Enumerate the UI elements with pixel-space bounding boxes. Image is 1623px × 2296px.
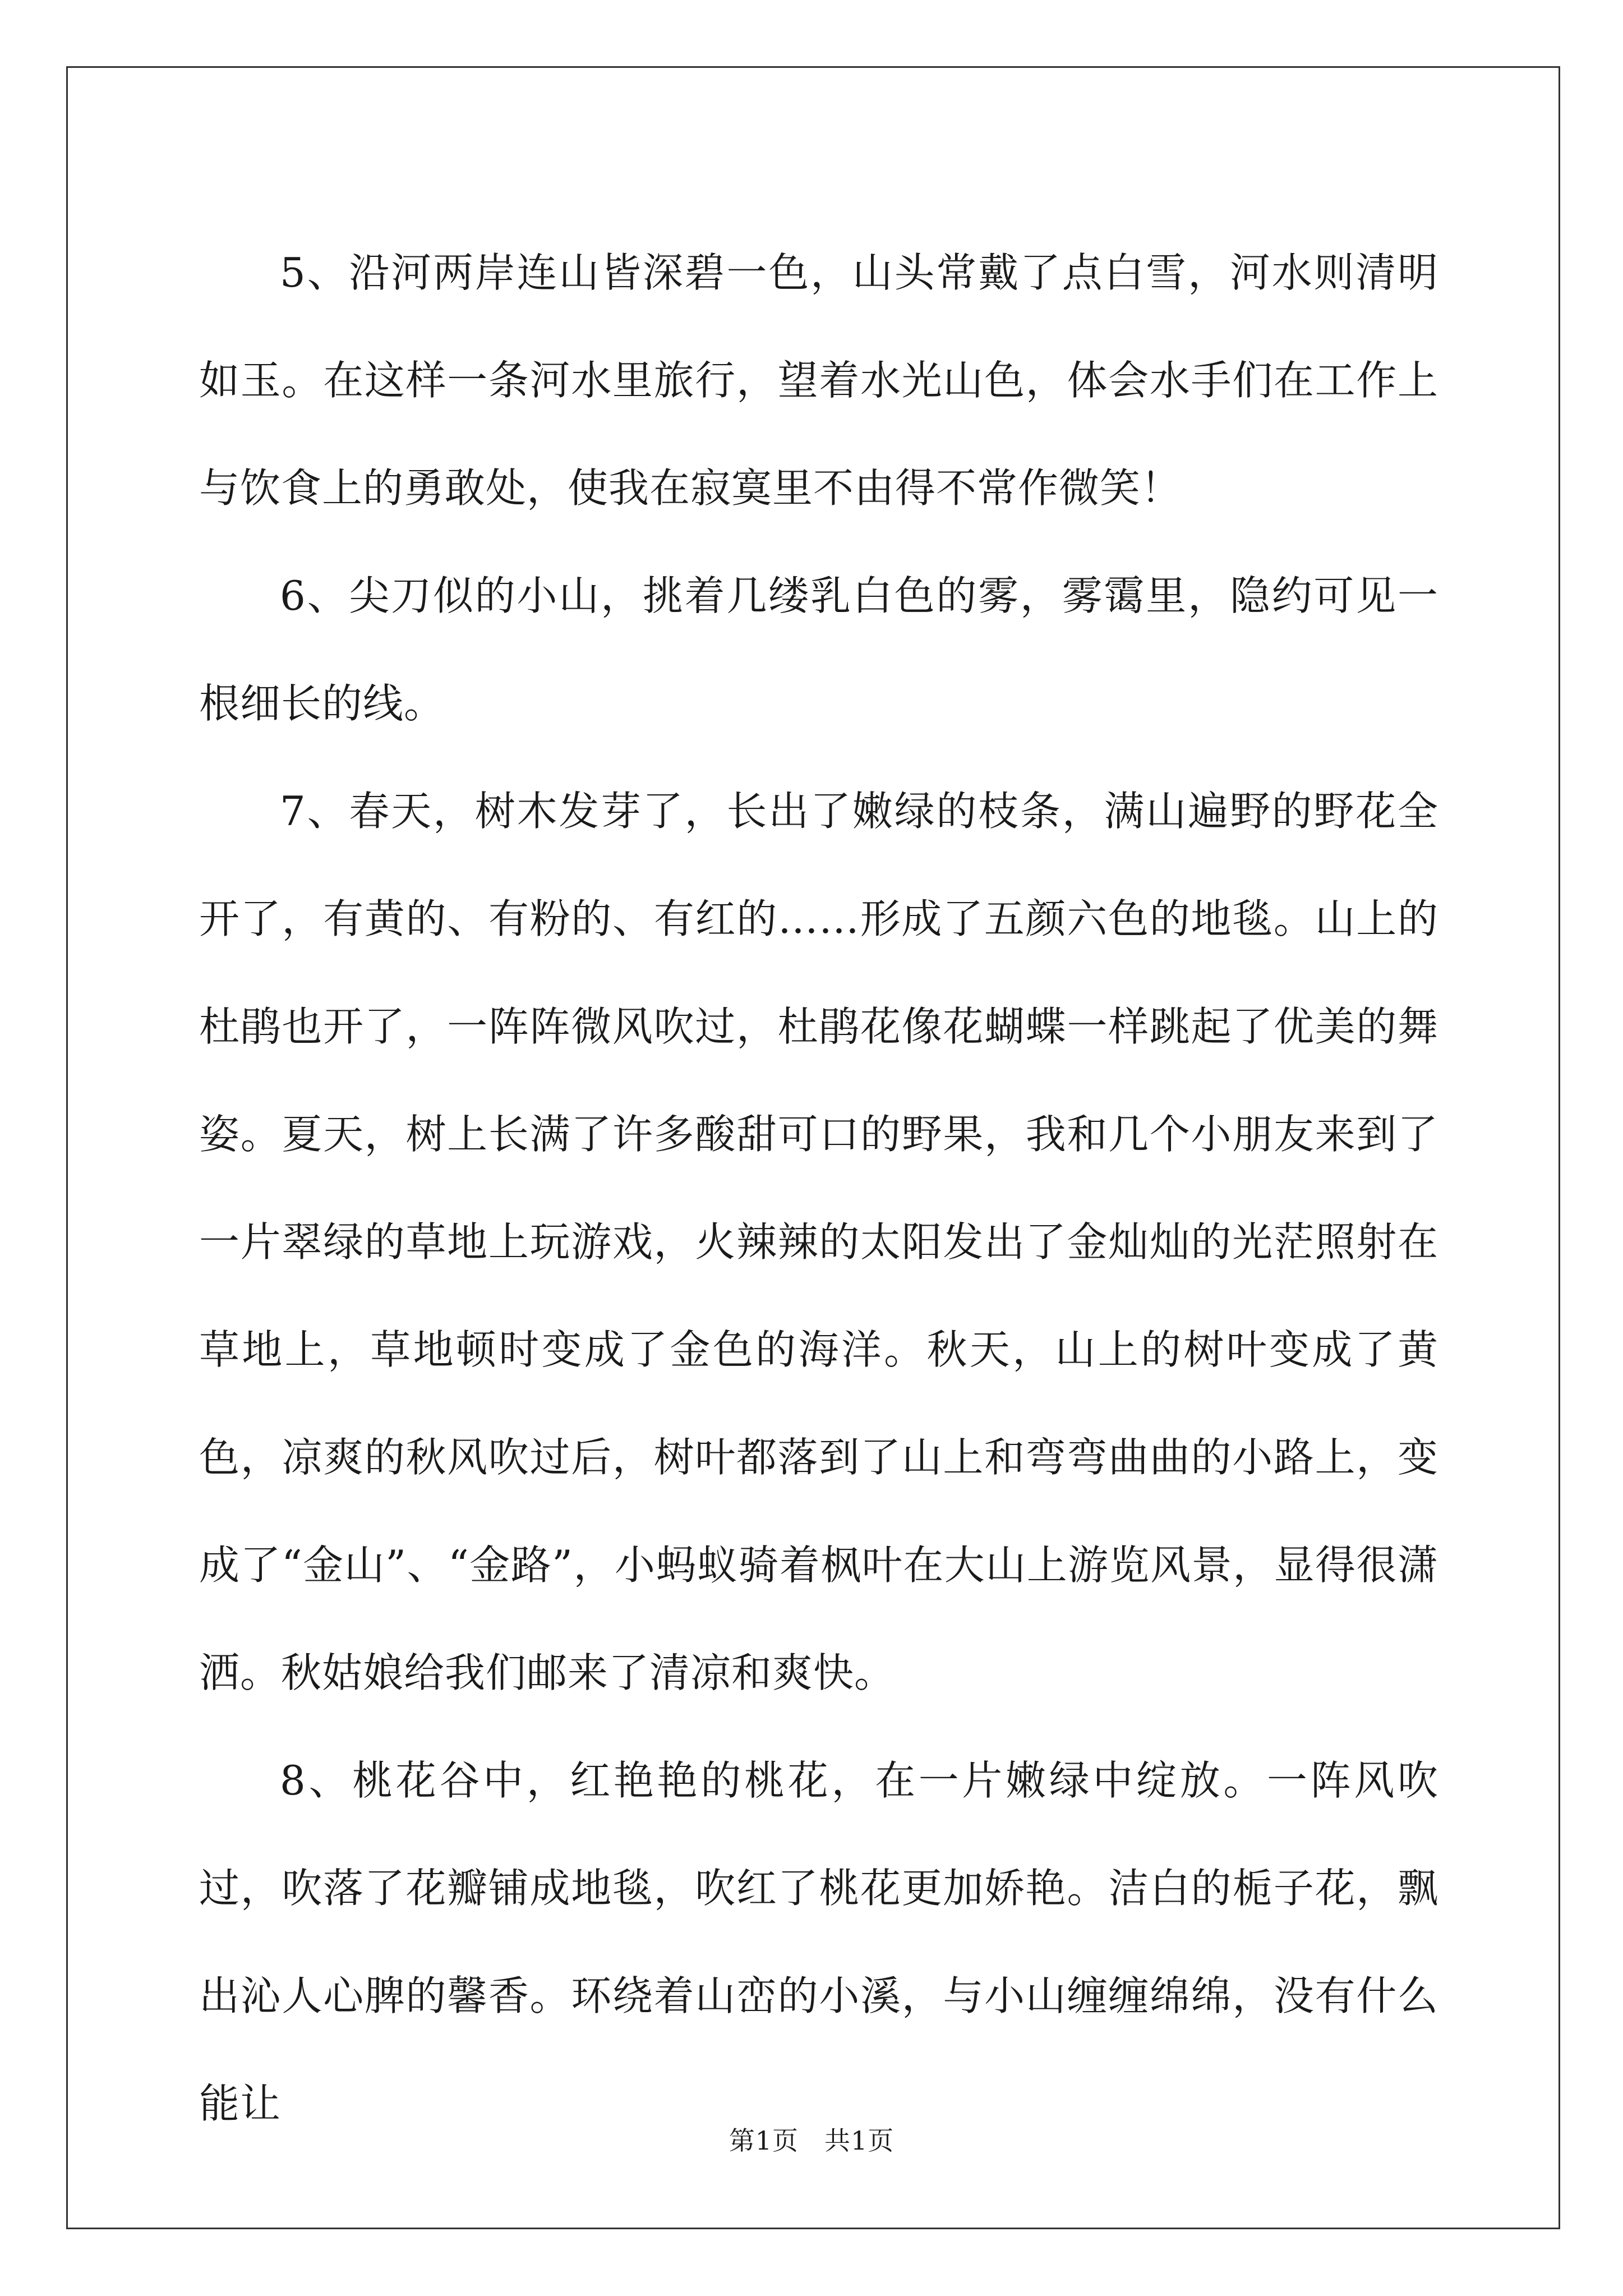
- paragraph-7: 7、春天，树木发芽了，长出了嫩绿的枝条，满山遍野的野花全开了，有黄的、有粉的、有红的……形成了五颜六色的地毯。山上的杜鹃也开了，一阵阵微风吹过，杜鹃花像花蝴蝶一样跳起了优美的舞姿。夏天，树上长满了许多酸甜可口的野果，我和几个小朋友来到了一片翠绿的草地上玩游戏，火辣辣的太阳发出了金灿灿的光茫照射在草地上，草地顿时变成了金色的海洋。秋天，山上的树叶变成了黄色，凉爽的秋风吹过后，树叶都落到了山上和弯弯曲曲的小路上，变成了“金山”、“金路”，小蚂蚁骑着枫叶在大山上游览风景，显得很潇洒。秋姑娘给我们邮来了清凉和爽快。: [199, 788, 1438, 1696]
- page-footer: [0, 2124, 1623, 2157]
- page-number: 第1页: [728, 2125, 799, 2156]
- paragraph-6: 6、尖刀似的小山，挑着几缕乳白色的雾，雾霭里，隐约可见一根细长的线。: [199, 572, 1438, 727]
- paragraph-5: 5、沿河两岸连山皆深碧一色，山头常戴了点白雪，河水则清明如玉。在这样一条河水里旅行，望着水光山色，体会水手们在工作上与饮食上的勇敢处，使我在寂寞里不由得不常作微笑！: [199, 249, 1438, 512]
- paragraph-8: 8、桃花谷中，红艳艳的桃花，在一片嫩绿中绽放。一阵风吹过，吹落了花瓣铺成地毯，吹红了桃花更加娇艳。洁白的栀子花，飘出沁人心脾的馨香。环绕着山峦的小溪，与小山缠缠绵绵，没有什么能让: [199, 1757, 1438, 2127]
- page-total: 共1页: [824, 2125, 895, 2156]
- document-body: [199, 219, 1438, 2157]
